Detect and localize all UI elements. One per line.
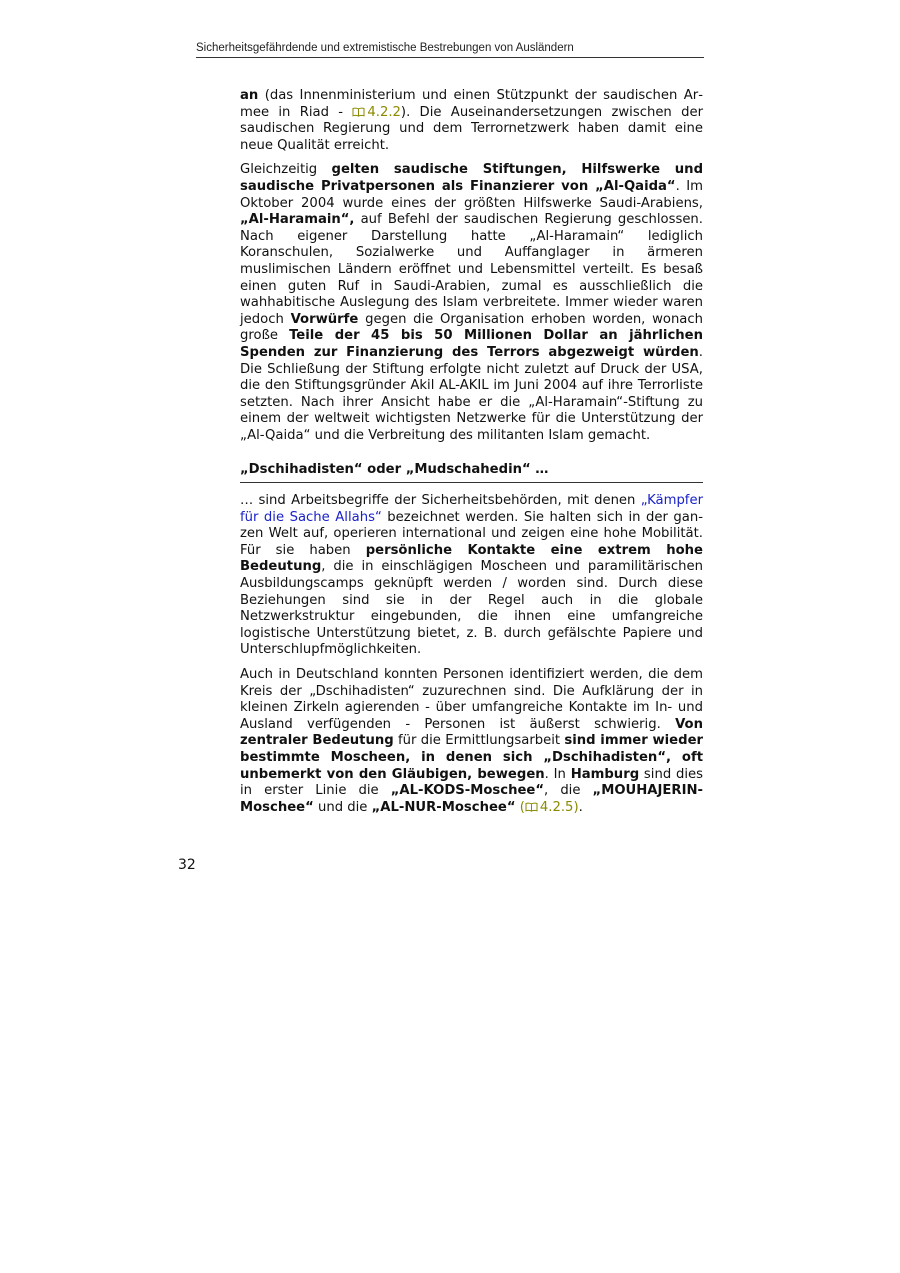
book-icon: [525, 802, 538, 812]
kaempfer-link[interactable]: „Kämpfer für die Sache Allahs“: [240, 493, 703, 525]
page-content: [240, 88, 703, 824]
cross-reference-4-2-5[interactable]: ( 4.2.5): [519, 799, 579, 815]
paragraph-3: … sind Arbeitsbegriffe der Sicherheitsbehörden, mit denen „Kämpfer für die Sache Allahs“ bezeichnet werden. Sie halten sich in der ganzen Welt auf, operieren international und zeigen eine hohe Mobilität. Für sie haben persönliche Kontakte eine extrem hohe Bedeutung, die in einschlägigen Moscheen und paramilitärischen Ausbildungscamps geknüpft werden / worden sind. Durch diese Beziehungen sind sie in der Regel auch in die globale Netzwerkstruktur eingebunden, die ihnen eine umfangreiche logistische Unterstützung bietet, z. B. durch gefälschte Papiere und Unterschlupfmöglichkeiten.: [240, 493, 703, 658]
paragraph-1: an (das Innenministerium und einen Stützpunkt der saudischen Armee in Riad - 4.2.2). Die Auseinandersetzungen zwischen der saudischen Regierung und dem Terrornetzwerk haben damit eine neue Qualität erreicht.: [240, 88, 703, 153]
book-icon: [352, 107, 365, 117]
paragraph-4: Auch in Deutschland konnten Personen identifiziert werden, die dem Kreis der „Dschihadisten“ zuzurechnen sind. Die Aufklärung der in kleinen Zirkeln agierenden - über umfangreiche Kontakte im In- und Ausland verfügenden - Personen ist äußerst schwierig. Von zentraler Bedeutung für die Ermittlungsarbeit sind immer wieder bestimmte Moscheen, in denen sich „Dschihadisten“, oft unbemerkt von den Gläubigen, bewegen. In Hamburg sind dies in erster Linie die „AL-KODS-Moschee“, die „MOUHAJERIN-Moschee“ und die „AL-NUR-Moschee“ ( 4.2.5).: [240, 667, 704, 815]
running-header: Sicherheitsgefährdende und extremistische Bestrebungen von Ausländern: [196, 42, 704, 58]
section-heading: „Dschihadisten“ oder „Mudschahedin“ …: [240, 462, 703, 483]
paragraph-2: Gleichzeitig gelten saudische Stiftungen, Hilfswerke und saudische Privatpersonen als Finanzierer von „Al-Qaida“. Im Oktober 2004 wurde eines der größten Hilfswerke Saudi-Arabiens, „Al-Haramain“, auf Befehl der saudischen Regierung geschlossen. Nach eigener Darstellung hatte „Al-Haramain“ lediglich Koranschulen, Sozialwerke und Auffanglager in ärmeren muslimischen Ländern eröffnet und Lebensmittel verteilt. Es besaß einen guten Ruf in Saudi-Arabien, zumal es ausschließlich die wahhabitische Auslegung des Islam verbreitete. Immer wieder waren jedoch Vorwürfe gegen die Organisation erhoben worden, wonach große Teile der 45 bis 50 Millionen Dollar an jährlichen Spenden zur Finanzierung des Terrors abgezweigt würden. Die Schließung der Stiftung erfolgte nicht zuletzt auf Druck der USA, die den Stiftungsgründer Akil AL-AKIL im Juni 2004 auf ihre Terrorliste setzten. Nach ihrer Ansicht habe er die „Al-Haramain“-Stiftung zu einem der weltweit wichtigsten Netzwerke für die Unterstützung der „Al-Qaida“ und die Verbreitung des militanten Islam gemacht.: [240, 162, 704, 443]
page-number: 32: [178, 857, 196, 873]
cross-reference-4-2-2[interactable]: 4.2.2: [352, 105, 401, 120]
